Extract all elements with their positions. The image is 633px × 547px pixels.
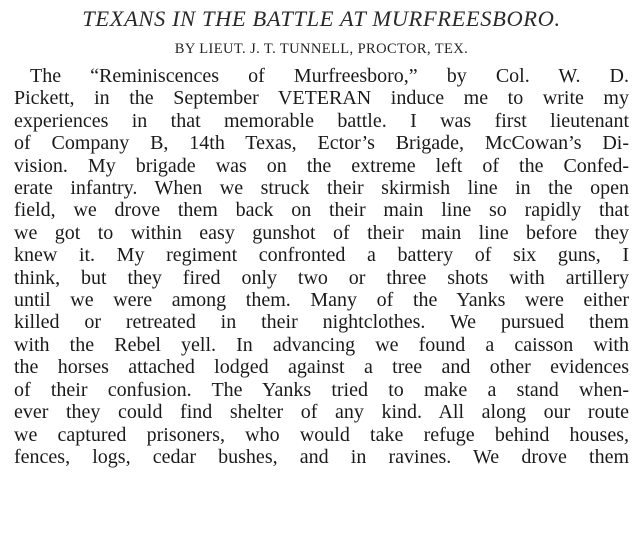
text-line: the horses attached lodged against a tree and other evidences [14, 356, 629, 379]
text-line: The “Reminiscences of Murfreesboro,” by Col. W. D. [30, 65, 629, 87]
text-line: fences, logs, cedar bushes, and in ravines. We drove them [14, 445, 629, 468]
article-title: TEXANS IN THE BATTLE AT MURFREESBORO. [82, 6, 561, 31]
article-byline: BY LIEUT. J. T. TUNNELL, PROCTOR, TEX. [174, 41, 469, 57]
text-line: field, we drove them back on their main line so rapidly that [14, 199, 629, 222]
text-line: erate infantry. When we struck their skirmish line in the open [14, 177, 629, 200]
text-line: killed or retreated in their nightclothes. We pursued them [14, 311, 629, 334]
text-line: knew it. My regiment confronted a battery of six guns, I [14, 244, 629, 267]
text-line: until we were among them. Many of the Yanks were either [14, 289, 629, 312]
text-line: we got to within easy gunshot of their main line before they [14, 221, 629, 244]
text-line: with the Rebel yell. In advancing we found a caisson with [14, 333, 629, 356]
text-line: ever they could find shelter of any kind. All along our route [14, 401, 629, 424]
text-line: Pickett, in the September VETERAN induce me to write my [14, 87, 629, 110]
article-body [14, 65, 629, 468]
text-line: we captured prisoners, who would take refuge behind houses, [14, 423, 629, 446]
text-line: vision. My brigade was on the extreme left of the Confed- [14, 154, 629, 177]
text-line: of Company B, 14th Texas, Ector’s Brigade, McCowan’s Di- [14, 132, 629, 155]
text-line: of their confusion. The Yanks tried to make a stand when- [14, 378, 629, 401]
text-line: think, but they fired only two or three shots with artillery [14, 266, 629, 289]
text-line: experiences in that memorable battle. I was first lieutenant [14, 109, 629, 132]
